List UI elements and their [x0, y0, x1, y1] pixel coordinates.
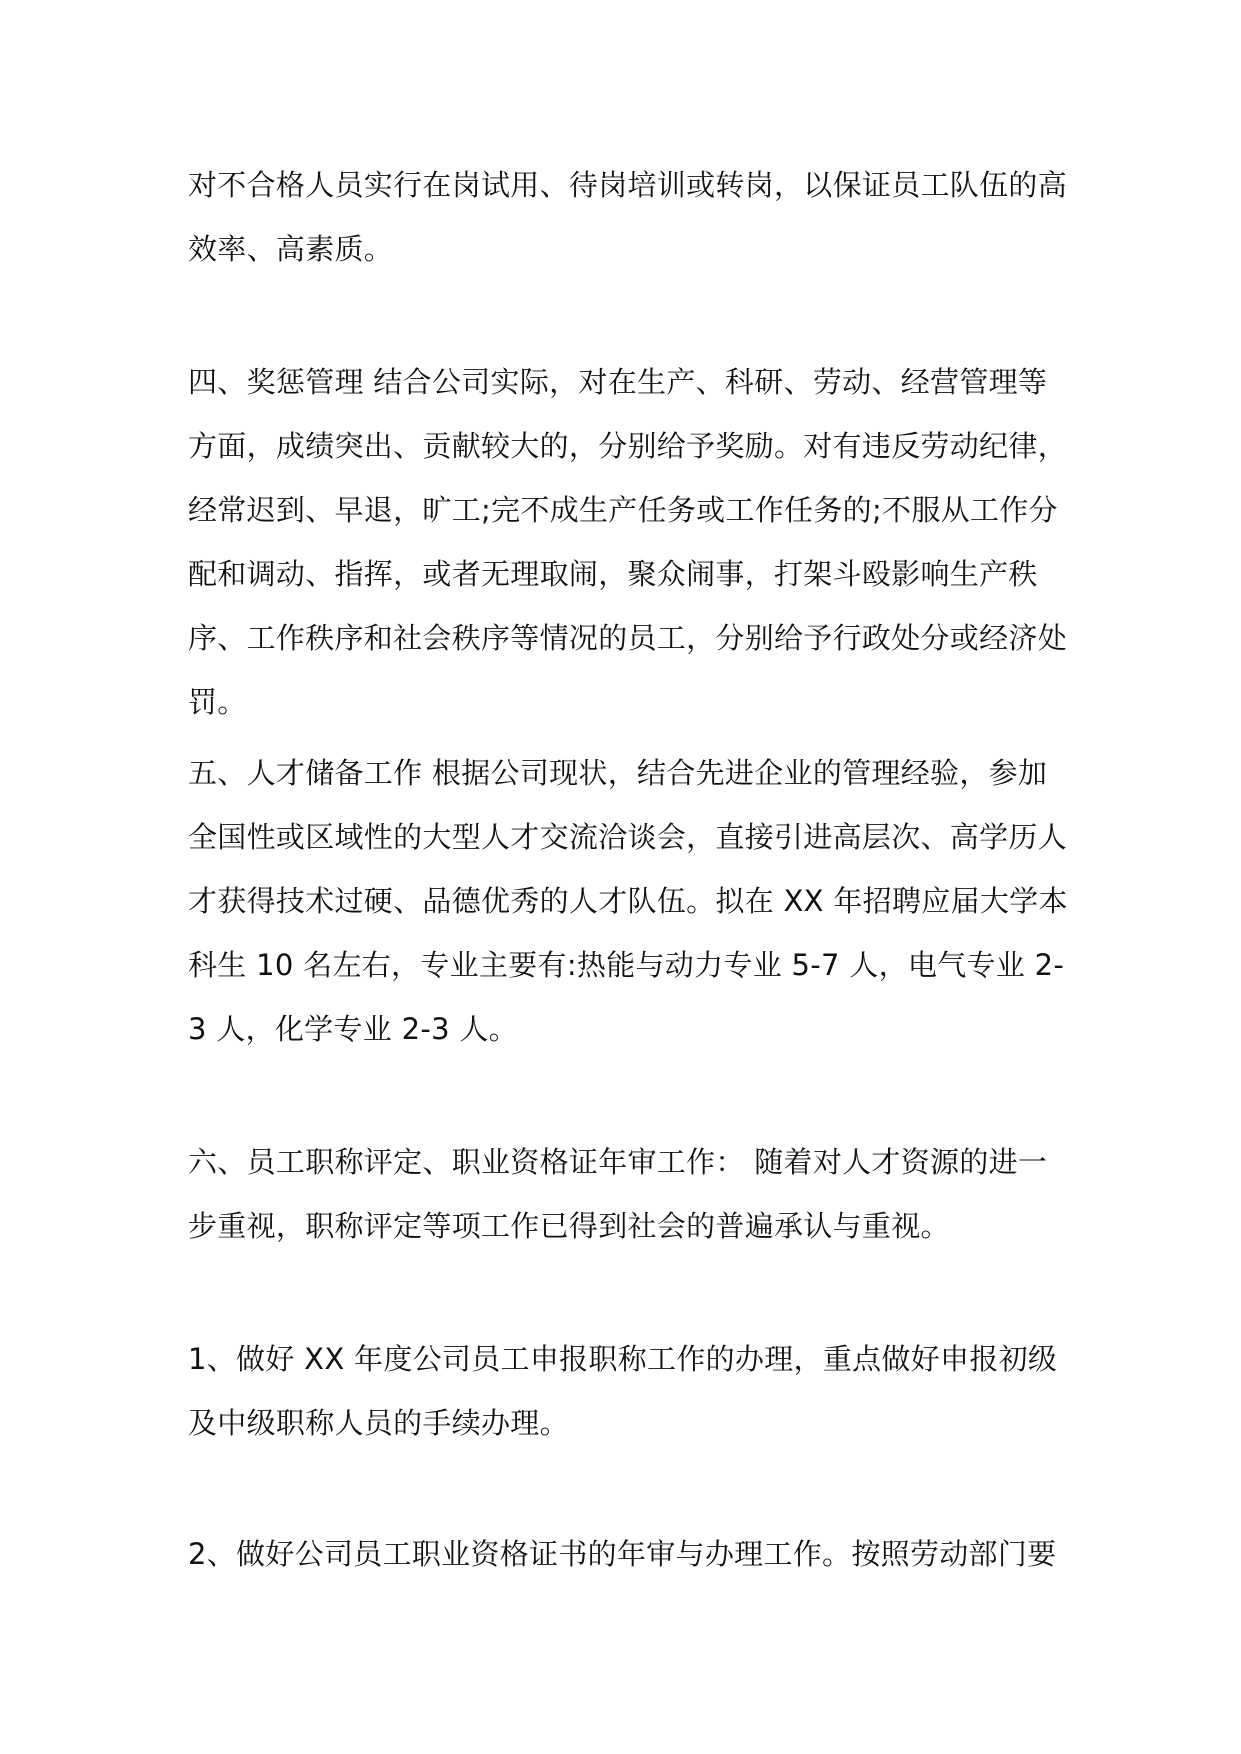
- paragraph-rewards-penalties: 四、奖惩管理 结合公司实际，对在生产、科研、劳动、经营管理等方面，成绩突出、贡献较大的，分别给予奖励。对有违反劳动纪律，经常迟到、早退，旷工;完不成生产任务或工作任务的;不服从工作分配和调动、指挥，或者无理取闹，聚众闹事，打架斗殴影响生产秩序、工作秩序和社会秩序等情况的员工，分别给予行政处分或经济处罚。: [188, 365, 1068, 719]
- paragraph-item-1: 1、做好 XX 年度公司员工申报职称工作的办理，重点做好申报初级及中级职称人员的手续办理。: [188, 1342, 1058, 1440]
- paragraph-title-evaluation: 六、员工职称评定、职业资格证年审工作： 随着对人才资源的进一步重视，职称评定等项工作已得到社会的普遍承认与重视。: [188, 1145, 1048, 1243]
- paragraph-talent-reserve: 五、人才储备工作 根据公司现状，结合先进企业的管理经验，参加全国性或区域性的大型人才交流洽谈会，直接引进高层次、高学历人才获得技术过硬、品德优秀的人才队伍。拟在 XX 年招聘应届大学本科生 10 名左右，专业主要有:热能与动力专业 5-7 人，电气专业 2-3 人，化学专业 2-3 人。: [188, 756, 1068, 1046]
- paragraph-item-2: 2、做好公司员工职业资格证书的年审与办理工作。按照劳动部门要: [188, 1537, 1057, 1571]
- paragraph-qualification-text: 对不合格人员实行在岗试用、待岗培训或转岗，以保证员工队伍的高效率、高素质。: [188, 168, 1068, 266]
